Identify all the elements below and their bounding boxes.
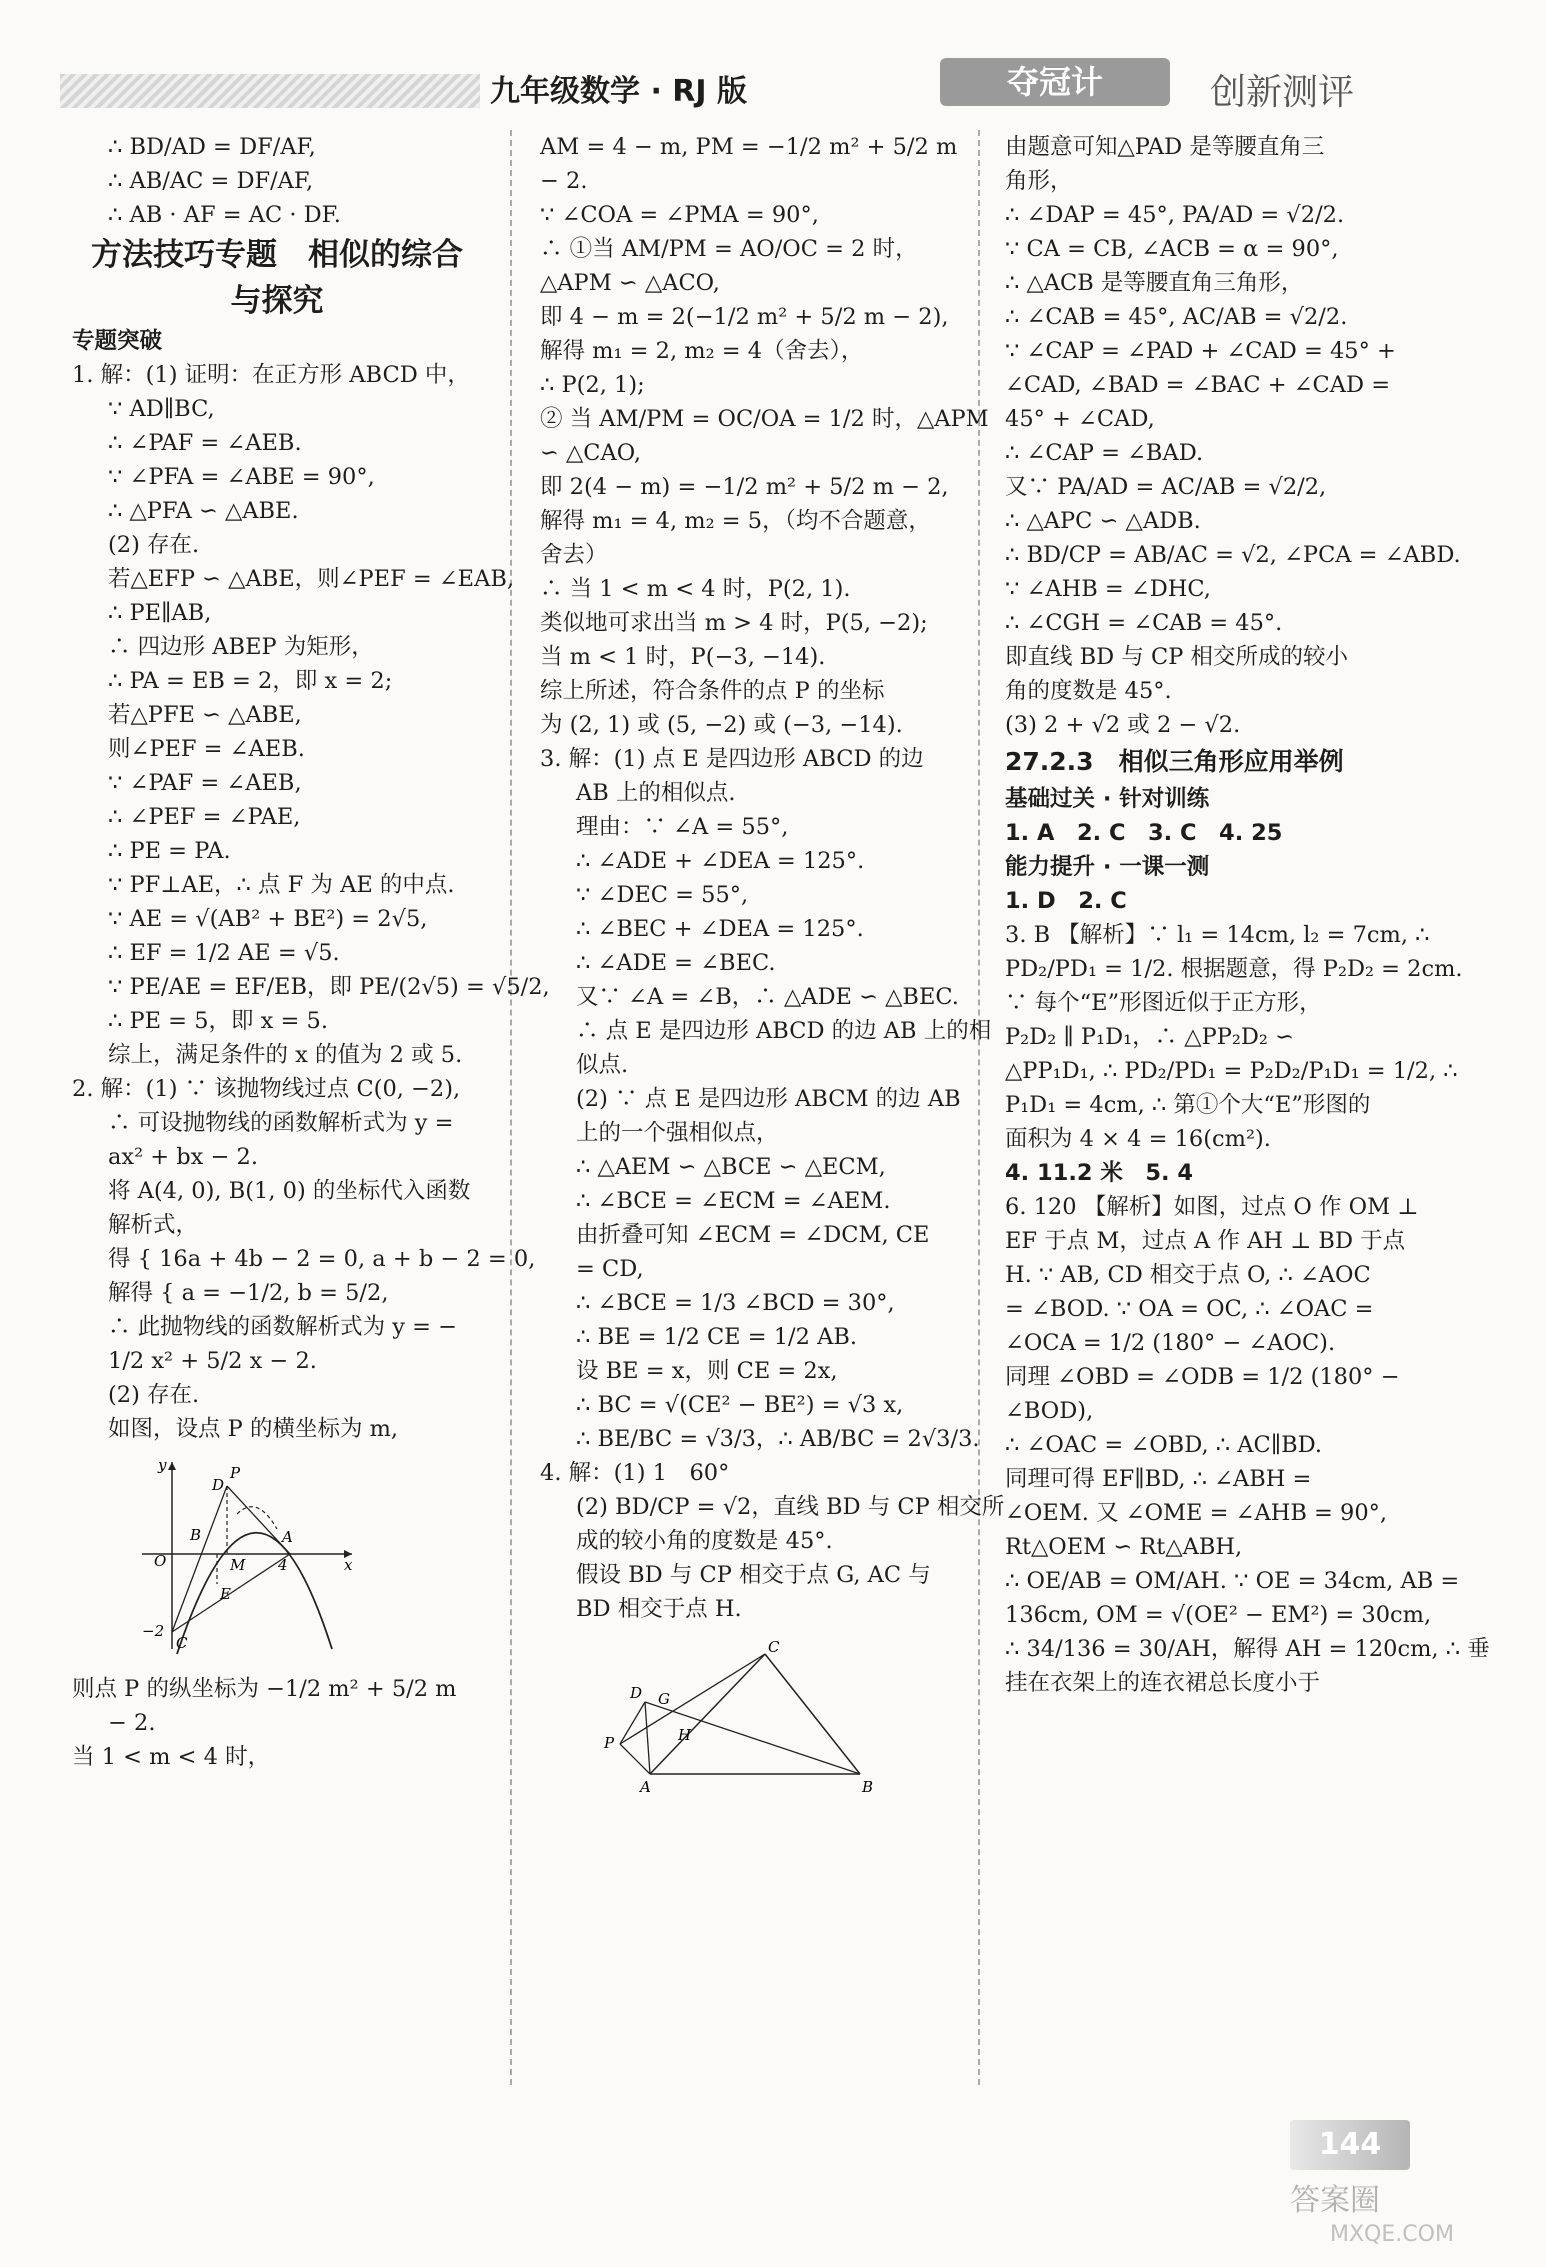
text-line: ∴ △PFA ∽ △ABE. <box>108 498 299 524</box>
text-line: ∴ △ACB 是等腰直角三角形， <box>1005 270 1304 296</box>
text-line: 4. 解：(1) 1 60° <box>540 1460 730 1486</box>
text-line: 理由：∵ ∠A = 55°, <box>576 814 789 840</box>
text-line: 设 BE = x，则 CE = 2x, <box>576 1358 838 1384</box>
text-line: BD 相交于点 H. <box>576 1596 742 1622</box>
text-line: ∴ △AEM ∽ △BCE ∽ △ECM, <box>576 1154 886 1180</box>
text-line: 则点 P 的纵坐标为 −1/2 m² + 5/2 m <box>72 1676 457 1702</box>
answer-line: 1. D 2. C <box>1005 888 1127 914</box>
text-line: ② 当 AM/PM = OC/OA = 1/2 时，△APM <box>540 406 989 432</box>
text-line: 解析式， <box>108 1212 199 1238</box>
text-line: ∴ EF = 1/2 AE = √5. <box>108 940 340 966</box>
text-line: 面积为 4 × 4 = 16(cm²). <box>1005 1126 1271 1152</box>
text-line: − 2. <box>540 168 588 194</box>
text-line: 2. 解：(1) ∵ 该抛物线过点 C(0, −2), <box>72 1076 461 1102</box>
text-line: ∴ OE/AB = OM/AH. ∵ OE = 34cm, AB = <box>1005 1568 1460 1594</box>
text-line: EF 于点 M，过点 A 作 AH ⊥ BD 于点 <box>1005 1228 1406 1254</box>
text-line: 角的度数是 45°. <box>1005 678 1172 704</box>
text-line: 3. B 【解析】∵ l₁ = 14cm, l₂ = 7cm, ∴ <box>1005 922 1430 948</box>
text-line: ∠OEM. 又 ∠OME = ∠AHB = 90°, <box>1005 1500 1388 1526</box>
text-line: H. ∵ AB, CD 相交于点 O, ∴ ∠AOC <box>1005 1262 1371 1288</box>
text-line: 似点. <box>576 1052 629 1078</box>
text-line: 当 m < 1 时，P(−3, −14). <box>540 644 826 670</box>
text-line: ∵ ∠AHB = ∠DHC, <box>1005 576 1211 602</box>
answer-line: 4. 11.2 米 5. 4 <box>1005 1160 1194 1186</box>
text-line: 舍去） <box>540 542 608 568</box>
text-line: PD₂/PD₁ = 1/2. 根据题意，得 P₂D₂ = 2cm. <box>1005 956 1463 982</box>
text-line: ∴ AB · AF = AC · DF. <box>108 202 341 228</box>
text-line: ∴ BE/BC = √3/3，∴ AB/BC = 2√3/3. <box>576 1426 980 1452</box>
text-line: (3) 2 + √2 或 2 − √2. <box>1005 712 1241 738</box>
section-title: 方法技巧专题 相似的综合 <box>91 237 463 273</box>
text-line: ∴ ∠ADE + ∠DEA = 125°. <box>576 848 865 874</box>
text-line: 挂在衣架上的连衣裙总长度小于 <box>1005 1670 1321 1696</box>
figure-label: M <box>230 1556 246 1574</box>
text-line: ∴ AB/AC = DF/AF, <box>108 168 314 194</box>
subsection-label: 专题突破 <box>72 328 163 354</box>
text-line: ∠CAD, ∠BAD = ∠BAC + ∠CAD = <box>1005 372 1391 398</box>
text-line: ∵ PF⊥AE，∴ 点 F 为 AE 的中点. <box>108 872 455 898</box>
text-line: 即直线 BD 与 CP 相交所成的较小 <box>1005 644 1349 670</box>
figure-label: 4 <box>278 1556 288 1574</box>
text-line: 成的较小角的度数是 45°. <box>576 1528 833 1554</box>
figure-label: x <box>344 1556 353 1574</box>
figure-label: P <box>230 1464 241 1482</box>
text-line: ∴ ∠CGH = ∠CAB = 45°. <box>1005 610 1283 636</box>
text-line: 136cm, OM = √(OE² − EM²) = 30cm, <box>1005 1602 1432 1628</box>
text-line: ∴ PA = EB = 2，即 x = 2; <box>108 668 393 694</box>
watermark-url: MXQE.COM <box>1330 2222 1454 2247</box>
figure-label: A <box>640 1778 651 1796</box>
text-line: ∴ PE∥AB, <box>108 600 212 626</box>
text-line: = CD, <box>576 1256 644 1282</box>
text-line: ∠OCA = 1/2 (180° − ∠AOC). <box>1005 1330 1336 1356</box>
text-line: 解得 m₁ = 4, m₂ = 5，（均不合题意， <box>540 508 931 534</box>
text-line: ∴ BD/AD = DF/AF, <box>108 134 316 160</box>
text-line: ∵ ∠PAF = ∠AEB, <box>108 770 302 796</box>
text-line: ax² + bx − 2. <box>108 1144 258 1170</box>
text-line: ∴ PE = 5，即 x = 5. <box>108 1008 328 1034</box>
text-line: P₁D₁ = 4cm, ∴ 第①个大“E”形图的 <box>1005 1092 1371 1118</box>
text-line: 得 { 16a + 4b − 2 = 0, a + b − 2 = 0, <box>108 1246 536 1272</box>
figure-label: P <box>604 1734 615 1752</box>
figure-label: H <box>678 1726 692 1744</box>
text-line: = ∠BOD. ∵ OA = OC, ∴ ∠OAC = <box>1005 1296 1374 1322</box>
text-line: Rt△OEM ∽ Rt△ABH, <box>1005 1534 1243 1560</box>
text-line: 将 A(4, 0), B(1, 0) 的坐标代入函数 <box>108 1178 471 1204</box>
text-line: (2) 存在. <box>108 532 200 558</box>
figure-label: A <box>282 1528 293 1546</box>
text-line: △APM ∽ △ACO, <box>540 270 720 296</box>
text-line: 当 1 < m < 4 时， <box>72 1744 271 1770</box>
text-line: 若△EFP ∽ △ABE，则∠PEF = ∠EAB, <box>108 566 515 592</box>
text-line: 解得 m₁ = 2, m₂ = 4（舍去）， <box>540 338 864 364</box>
text-line: ∴ 此抛物线的函数解析式为 y = − <box>108 1314 458 1340</box>
text-line: 若△PFE ∽ △ABE, <box>108 702 302 728</box>
text-line: ∴ ∠BEC + ∠DEA = 125°. <box>576 916 864 942</box>
figure-label: B <box>862 1778 874 1796</box>
figure-label: C <box>768 1638 780 1656</box>
figure-label: −2 <box>142 1622 165 1640</box>
text-line: (2) BD/CP = √2，直线 BD 与 CP 相交所 <box>576 1494 1005 1520</box>
text-line: 假设 BD 与 CP 相交于点 G, AC 与 <box>576 1562 931 1588</box>
text-line: 又∵ PA/AD = AC/AB = √2/2, <box>1005 474 1327 500</box>
column-divider <box>510 130 512 2085</box>
text-line: 同理 ∠OBD = ∠ODB = 1/2 (180° − <box>1005 1364 1400 1390</box>
text-line: △PP₁D₁, ∴ PD₂/PD₁ = P₂D₂/P₁D₁ = 1/2, ∴ <box>1005 1058 1458 1084</box>
text-line: ∵ 每个“E”形图近似于正方形， <box>1005 990 1322 1016</box>
text-line: 3. 解：(1) 点 E 是四边形 ABCD 的边 <box>540 746 924 772</box>
figure-label: E <box>220 1585 231 1603</box>
text-line: 如图，设点 P 的横坐标为 m, <box>108 1416 399 1442</box>
text-line: ∠BOD), <box>1005 1398 1094 1424</box>
figure-label: O <box>154 1552 167 1570</box>
text-line: ∵ AE = √(AB² + BE²) = 2√5, <box>108 906 428 932</box>
text-line: 45° + ∠CAD, <box>1005 406 1155 432</box>
text-line: ∴ 可设抛物线的函数解析式为 y = <box>108 1110 454 1136</box>
text-line: ∴ P(2, 1); <box>540 372 645 398</box>
text-line: ∴ BC = √(CE² − BE²) = √3 x, <box>576 1392 904 1418</box>
text-line: ∴ 点 E 是四边形 ABCD 的边 AB 上的相 <box>576 1018 992 1044</box>
figure-label: B <box>190 1526 202 1544</box>
text-line: 综上所述，符合条件的点 P 的坐标 <box>540 678 885 704</box>
text-line: ∴ ∠BCE = ∠ECM = ∠AEM. <box>576 1188 891 1214</box>
text-line: ∵ AD∥BC, <box>108 396 215 422</box>
column-2 <box>540 130 1005 1812</box>
text-line: ∴ BD/CP = AB/AC = √2, ∠PCA = ∠ABD. <box>1005 542 1461 568</box>
text-line: ∴ ∠CAB = 45°, AC/AB = √2/2. <box>1005 304 1348 330</box>
text-line: ∴ ∠DAP = 45°, PA/AD = √2/2. <box>1005 202 1345 228</box>
text-line: P₂D₂ ∥ P₁D₁，∴ △PP₂D₂ ∽ <box>1005 1024 1294 1050</box>
text-line: ∴ ∠OAC = ∠OBD, ∴ AC∥BD. <box>1005 1432 1323 1458</box>
watermark-logo: 答案圈 <box>1290 2183 1380 2218</box>
text-line: ∵ CA = CB, ∠ACB = α = 90°, <box>1005 236 1339 262</box>
text-line: ∴ ∠PAF = ∠AEB. <box>108 430 302 456</box>
text-line: 即 2(4 − m) = −1/2 m² + 5/2 m − 2, <box>540 474 949 500</box>
text-line: 为 (2, 1) 或 (5, −2) 或 (−3, −14). <box>540 712 903 738</box>
text-line: 角形， <box>1005 168 1073 194</box>
text-line: AM = 4 − m, PM = −1/2 m² + 5/2 m <box>540 134 958 160</box>
page-header <box>0 0 1546 120</box>
text-line: ∵ ∠PFA = ∠ABE = 90°, <box>108 464 375 490</box>
text-line: ∽ △CAO, <box>540 440 642 466</box>
text-line: ∵ PE/AE = EF/EB，即 PE/(2√5) = √5/2, <box>108 974 550 1000</box>
header-title: 九年级数学 · RJ 版 <box>490 74 747 109</box>
subsection-label: 能力提升 · 一课一测 <box>1005 854 1210 880</box>
text-line: ∴ BE = 1/2 CE = 1/2 AB. <box>576 1324 858 1350</box>
figure-label: C <box>176 1634 188 1652</box>
text-line: ∴ ∠CAP = ∠BAD. <box>1005 440 1204 466</box>
text-line: 由折叠可知 ∠ECM = ∠DCM, CE <box>576 1222 930 1248</box>
section-heading: 27.2.3 相似三角形应用举例 <box>1005 747 1344 776</box>
text-line: 1/2 x² + 5/2 x − 2. <box>108 1348 317 1374</box>
header-subtitle: 创新测评 <box>1210 72 1355 113</box>
text-line: ∴ ①当 AM/PM = AO/OC = 2 时， <box>540 236 918 262</box>
text-line: AB 上的相似点. <box>576 780 736 806</box>
figure-label: D <box>212 1476 225 1494</box>
text-line: 上的一个强相似点， <box>576 1120 779 1146</box>
brand-logo: 夺冠计 <box>940 58 1170 106</box>
text-line: ∵ ∠CAP = ∠PAD + ∠CAD = 45° + <box>1005 338 1396 364</box>
text-line: 又∵ ∠A = ∠B，∴ △ADE ∽ △BEC. <box>576 984 959 1010</box>
text-line: ∵ ∠DEC = 55°, <box>576 882 749 908</box>
figure-label: y <box>158 1456 167 1474</box>
column-3 <box>1005 130 1490 1700</box>
text-line: ∴ △APC ∽ △ADB. <box>1005 508 1201 534</box>
triangle-figure <box>600 1634 900 1794</box>
text-line: 即 4 − m = 2(−1/2 m² + 5/2 m − 2), <box>540 304 949 330</box>
figure-label: D <box>630 1684 643 1702</box>
text-line: ∴ 34/136 = 30/AH，解得 AH = 120cm, ∴ 垂 <box>1005 1636 1490 1662</box>
text-line: (2) ∵ 点 E 是四边形 ABCM 的边 AB <box>576 1086 961 1112</box>
column-1 <box>72 130 550 1774</box>
section-title: 与探究 <box>230 283 324 319</box>
figure-label: G <box>658 1690 670 1708</box>
text-line: (2) 存在. <box>108 1382 200 1408</box>
text-line: ∴ 四边形 ABEP 为矩形， <box>108 634 374 660</box>
text-line: 类似地可求出当 m > 4 时，P(5, −2); <box>540 610 928 636</box>
text-line: 同理可得 EF∥BD, ∴ ∠ABH = <box>1005 1466 1312 1492</box>
text-line: ∴ PE = PA. <box>108 838 231 864</box>
text-line: 6. 120 【解析】如图，过点 O 作 OM ⊥ <box>1005 1194 1419 1220</box>
text-line: 解得 { a = −1/2, b = 5/2, <box>108 1280 389 1306</box>
text-line: − 2. <box>108 1710 156 1736</box>
text-line: ∴ ∠PEF = ∠PAE, <box>108 804 301 830</box>
answer-line: 1. A 2. C 3. C 4. 25 <box>1005 820 1283 846</box>
text-line: 1. 解：(1) 证明：在正方形 ABCD 中， <box>72 362 470 388</box>
parabola-figure <box>132 1454 362 1654</box>
header-band <box>60 74 480 108</box>
text-line: ∴ ∠ADE = ∠BEC. <box>576 950 776 976</box>
text-line: 由题意可知△PAD 是等腰直角三 <box>1005 134 1325 160</box>
text-line: ∴ ∠BCE = 1/3 ∠BCD = 30°, <box>576 1290 895 1316</box>
text-line: ∵ ∠COA = ∠PMA = 90°, <box>540 202 819 228</box>
text-line: 综上，满足条件的 x 的值为 2 或 5. <box>108 1042 463 1068</box>
text-line: ∴ 当 1 < m < 4 时，P(2, 1). <box>540 576 851 602</box>
text-line: 则∠PEF = ∠AEB. <box>108 736 305 762</box>
subsection-label: 基础过关 · 针对训练 <box>1005 786 1210 812</box>
page-number: 144 <box>1290 2120 1410 2170</box>
